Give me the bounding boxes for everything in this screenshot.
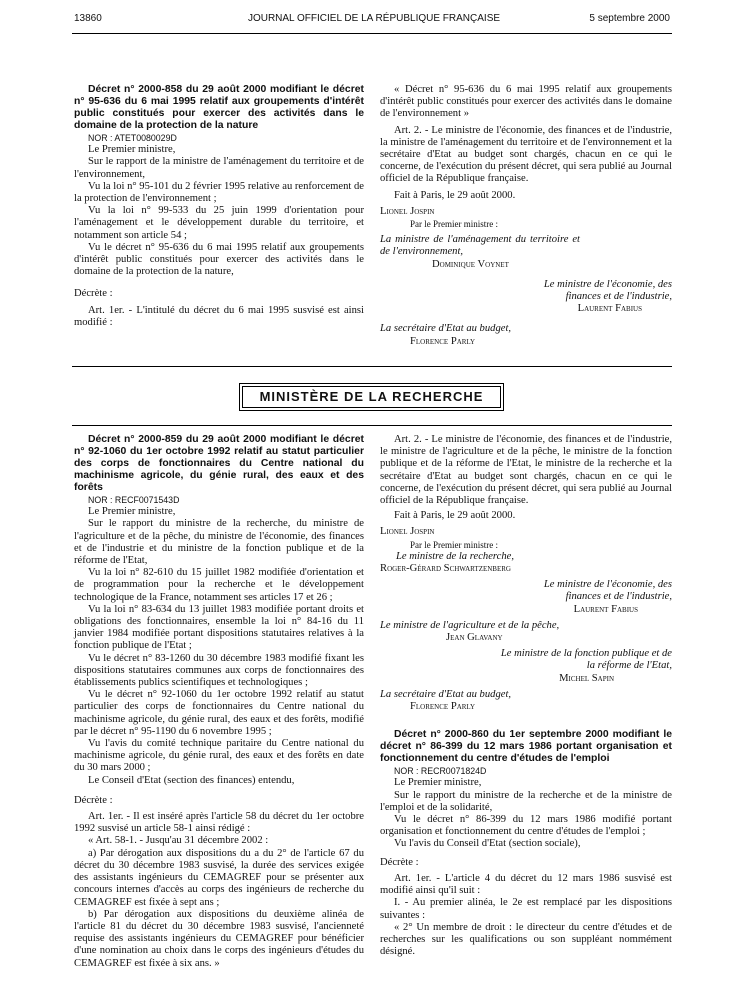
signatory-title: Le ministre de l'agriculture et de la pêche, — [380, 619, 560, 631]
paragraph: Vu la loi n° 95-101 du 2 février 1995 relative au renforcement de la protection de l'environnement ; — [74, 180, 364, 205]
signatory-name: Florence Parly — [410, 335, 476, 347]
paragraph: Sur le rapport du ministre de la recherche, du ministre de l'agriculture et de la pêche, du ministre de l'économie, des finances et de l'industrie et du ministre de la fonction publique et de la réforme de l'Etat, — [74, 518, 364, 567]
signatory-name: Jean Glavany — [446, 632, 503, 644]
par-label: Par le Premier ministre : — [410, 539, 498, 550]
paragraph: Vu la loi n° 99-533 du 25 juin 1999 d'orientation pour l'aménagement et le développement durable du territoire, et notamment son article 54 ; — [74, 205, 364, 241]
ministry-heading-box — [239, 383, 504, 411]
paragraph: Vu la loi n° 83-634 du 13 juillet 1983 modifiée portant droits et obligations des fonctionnaires, ensemble la loi n° 84-16 du 11 janvier 1984 modifiée portant dispositions statutaires relatives à la fonction publique de l'Etat ; — [74, 603, 364, 652]
signatory-title: Le ministre de la fonction publique et de la réforme de l'Etat, — [500, 648, 672, 672]
fait-a-paris: Fait à Paris, le 29 août 2000. — [394, 510, 516, 522]
journal-title: JOURNAL OFFICIEL DE LA RÉPUBLIQUE FRANÇAISE — [247, 13, 501, 24]
signatory-name: Laurent Fabius — [577, 303, 642, 315]
paragraph: Sur le rapport de la ministre de l'aménagement du territoire et de l'environnement, — [74, 156, 364, 180]
page-number: 13860 — [74, 13, 102, 24]
decree-1-right — [380, 84, 672, 348]
paragraph: Vu le décret n° 86-399 du 12 mars 1986 modifié portant organisation et fonctionnement du centre d'études de l'emploi ; — [380, 814, 672, 838]
page-header — [0, 13, 748, 31]
ministry-heading: MINISTÈRE DE LA RECHERCHE — [242, 386, 501, 408]
paragraph: Le Premier ministre, — [88, 144, 176, 156]
decree-1-nor: NOR : ATET0080029D — [88, 133, 177, 143]
decree-2-title: Décret n° 2000-859 du 29 août 2000 modifiant le décret n° 92-1060 du 1er octobre 1992 relatif au statut particulier des corps de fonctionnaires du Centre national du machinisme agricole, du génie rural, des eaux et des forêts — [74, 434, 364, 493]
signatory-name: Roger-Gérard Schwartzenberg — [380, 563, 511, 575]
paragraph-a: a) Par dérogation aux dispositions du a du 2° de l'article 67 du décret du 30 décembre 1983 susvisé, la durée des services exigée des assistants ingénieurs du CEMAGREF pour se présenter aux concours internes d'accès au corps des ingénieurs de recherche du CEMAGREF est fixée à sept ans ; — [74, 847, 364, 908]
paragraph: Vu le décret n° 92-1060 du 1er octobre 1992 relatif au statut particulier des corps de fonctionnaires du Centre national du machinisme agricole, du génie rural, des eaux et des forêts, modifié par le décret n° 95-1190 du 6 novembre 1995 ; — [74, 689, 364, 737]
signatory-title: La secrétaire d'Etat au budget, — [380, 323, 512, 335]
article-2: Art. 2. - Le ministre de l'économie, des finances et de l'industrie, le ministre de l'agriculture et de la pêche, le ministre de la fonction publique et de la réforme de l'Etat, le ministre de la recherche et la secrétaire d'Etat au budget sont chargés, chacun en ce qui le concerne, de l'exécution du présent décret, qui sera publié au Journal officiel de la République française. — [380, 434, 672, 507]
paragraph: Le Premier ministre, — [88, 506, 176, 518]
paragraph: « 2° Un membre de droit : le directeur du centre d'études et de recherches sur les qualifications ou son suppléant nommément désigné. — [380, 921, 672, 958]
decree-1-left — [74, 84, 364, 329]
signatory-title: La secrétaire d'Etat au budget, — [380, 688, 512, 700]
decree-1-title: Décret n° 2000-858 du 29 août 2000 modifiant le décret n° 95-636 du 6 mai 1995 relatif aux groupements d'intérêt public constitués pour exercer des activités dans le domaine de la protection de la nature — [74, 84, 364, 131]
section-rule — [72, 425, 672, 426]
article-1: Art. 1er. - Il est inséré après l'article 58 du décret du 1er octobre 1992 susvisé un article 58-1 ainsi rédigé : — [74, 811, 364, 835]
paragraph: Vu l'avis du comité technique paritaire du Centre national du machinisme agricole, du génie rural, des eaux et des forêts en date du 30 mars 2000 ; — [74, 738, 364, 774]
par-label: Par le Premier ministre : — [410, 219, 498, 230]
signer-name: Lionel Jospin — [380, 526, 435, 538]
signatory-name: Laurent Fabius — [573, 603, 638, 615]
fait-a-paris: Fait à Paris, le 29 août 2000. — [394, 189, 516, 201]
signatory-title: La ministre de l'aménagement du territoire et de l'environnement, — [380, 234, 580, 258]
decree-3-nor: NOR : RECR0071824D — [394, 766, 487, 777]
paragraph: Le Premier ministre, — [394, 777, 482, 789]
paragraph: Vu l'avis du Conseil d'Etat (section sociale), — [394, 838, 581, 850]
paragraph: I. - Au premier alinéa, le 2e est remplacé par les dispositions suivantes : — [380, 897, 672, 921]
header-rule — [72, 33, 672, 34]
signatory-title: Le ministre de la recherche, — [396, 550, 514, 562]
paragraph: Vu le décret n° 83-1260 du 30 décembre 1983 modifié fixant les dispositions statutaires communes aux corps de fonctionnaires des établissements publics scientifiques et technologiques ; — [74, 652, 364, 689]
article-2: Art. 2. - Le ministre de l'économie, des finances et de l'industrie, la ministre de l'aménagement du territoire et de l'environnement et la secrétaire d'Etat au budget sont chargés, chacun en ce qui le concerne, de l'exécution du présent décret, qui sera publié au Journal officiel de la République française. — [380, 124, 672, 185]
decrete-label: Décrète : — [380, 856, 419, 868]
section-rule — [72, 366, 672, 367]
issue-date: 5 septembre 2000 — [589, 13, 670, 24]
decree-2-left — [74, 434, 364, 970]
signatory-name: Florence Parly — [410, 701, 476, 713]
paragraph-b: b) Par dérogation aux dispositions du deuxième alinéa de l'article 81 du décret du 30 décembre 1983 susvisé, l'ancienneté requise des assistants ingénieurs du CEMAGREF pour bénéficier d'une nomination au choix dans le corps des ingénieurs d'études du CEMAGREF est fixée à six ans. » — [74, 908, 364, 969]
article-1: Art. 1er. - L'article 4 du décret du 12 mars 1986 susvisé est modifié ainsi qu'il suit : — [380, 872, 672, 897]
decree-2-nor: NOR : RECF0071543D — [88, 495, 180, 505]
decree-3-title: Décret n° 2000-860 du 1er septembre 2000 modifiant le décret n° 86-399 du 12 mars 1986 portant organisation et fonctionnement du centre d'études de l'emploi — [380, 729, 672, 765]
signatory-title: Le ministre de l'économie, des finances et de l'industrie, — [543, 579, 672, 603]
decrete-label: Décrète : — [74, 794, 113, 806]
signatory-name: Michel Sapin — [559, 672, 614, 684]
decrete-label: Décrète : — [74, 288, 113, 300]
paragraph: Sur le rapport du ministre de la recherche et de la ministre de l'emploi et de la solidarité, — [380, 789, 672, 813]
decree-2-right — [380, 434, 672, 958]
paragraph: Vu le décret n° 95-636 du 6 mai 1995 relatif aux groupements d'intérêt public constitués pour exercer des activités dans le domaine de la protection de la nature, — [74, 241, 364, 278]
quote: « Décret n° 95-636 du 6 mai 1995 relatif aux groupements d'intérêt public constitués pour exercer des activités dans le domaine de l'environnement » — [380, 84, 672, 120]
signer-name: Lionel Jospin — [380, 205, 435, 217]
paragraph: Vu la loi n° 82-610 du 15 juillet 1982 modifiée d'orientation et de programmation pour la recherche et le développement technologique de la France, notamment ses articles 17 et 26 ; — [74, 567, 364, 603]
article-1: Art. 1er. - L'intitulé du décret du 6 mai 1995 susvisé est ainsi modifié : — [74, 304, 364, 328]
paragraph: Le Conseil d'Etat (section des finances) entendu, — [88, 774, 295, 786]
article-58-1: « Art. 58-1. - Jusqu'au 31 décembre 2002 : — [88, 835, 269, 847]
signatory-name: Dominique Voynet — [432, 258, 509, 270]
signatory-title: Le ministre de l'économie, des finances et de l'industrie, — [543, 278, 672, 303]
